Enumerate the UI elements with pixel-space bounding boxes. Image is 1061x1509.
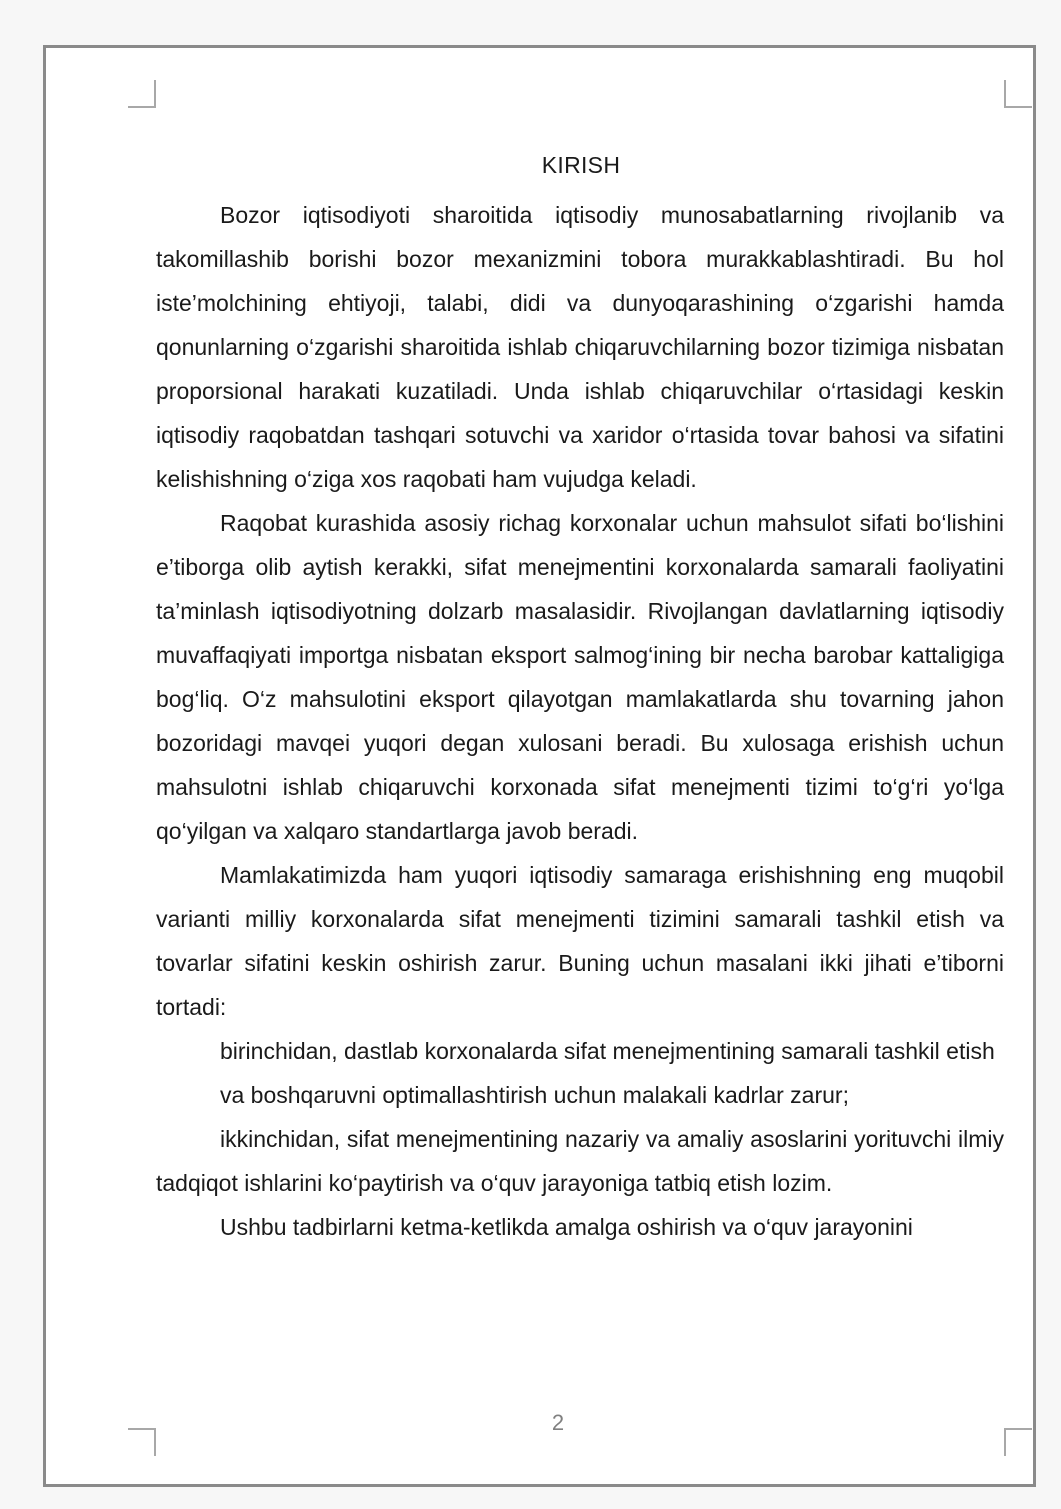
document-heading: KIRISH — [541, 152, 621, 178]
paragraph: ikkinchidan, sifat menejmentining nazariy va amaliy asoslarini yorituvchi ilmiy tadqiqot ishlarini ko‘paytirish va o‘quv jarayoniga tatbiq etish lozim. — [156, 1126, 1004, 1196]
document-page — [43, 45, 1036, 1487]
paragraph: Mamlakatimizda ham yuqori iqtisodiy samaraga erishishning eng muqobil varianti milliy korxonalarda sifat menejmenti tizimini samarali tashkil etish va tovarlar sifatini keskin oshirish zarur. Buning uchun masalani ikki jihati e’tiborni tortadi: — [156, 862, 1004, 1020]
paragraph: birinchidan, dastlab korxonalarda sifat menejmentining samarali tashkil etish — [220, 1038, 995, 1064]
top-right-margin-marker — [1004, 80, 1032, 108]
page-number: 2 — [551, 1410, 565, 1435]
paragraph: Bozor iqtisodiyoti sharoitida iqtisodiy munosabatlarning rivojlanib va takomillashib borishi bozor mexanizmini tobora murakkablashtiradi. Bu hol iste’molchining ehtiyoji, talabi, didi va dunyoqarashining o‘zgarishi hamda qonunlarning o‘zgarishi sharoitida ishlab chiqaruvchilarning bozor tizimiga nisbatan proporsional harakati kuzatiladi. Unda ishlab chiqaruvchilar o‘rtasidagi keskin iqtisodiy raqobatdan tashqari sotuvchi va xaridor o‘rtasida tovar bahosi va sifatini kelishishning o‘ziga xos raqobati ham vujudga keladi. — [156, 202, 1004, 492]
top-left-margin-marker — [128, 80, 156, 108]
paragraph: Raqobat kurashida asosiy richag korxonalar uchun mahsulot sifati bo‘lishini e’tiborga olib aytish kerakki, sifat menejmentini korxonalarda samarali faoliyatini ta’minlash iqtisodiyotning dolzarb masalasidir. Rivojlangan davlatlarning iqtisodiy muvaffaqiyati importga nisbatan eksport salmog‘ining bir necha barobar kattaligiga bog‘liq. O‘z mahsulotini eksport qilayotgan mamlakatlarda shu tovarning jahon bozoridagi mavqei yuqori degan xulosani beradi. Bu xulosaga erishish uchun mahsulotni ishlab chiqaruvchi korxonada sifat menejmenti tizimi to‘g‘ri yo‘lga qo‘yilgan va xalqaro standartlarga javob beradi. — [156, 510, 1004, 844]
paragraph: va boshqaruvni optimallashtirish uchun malakali kadrlar zarur; — [220, 1082, 849, 1108]
paragraph: Ushbu tadbirlarni ketma-ketlikda amalga oshirish va o‘quv jarayonini — [220, 1214, 913, 1240]
document-body — [156, 193, 1004, 1249]
